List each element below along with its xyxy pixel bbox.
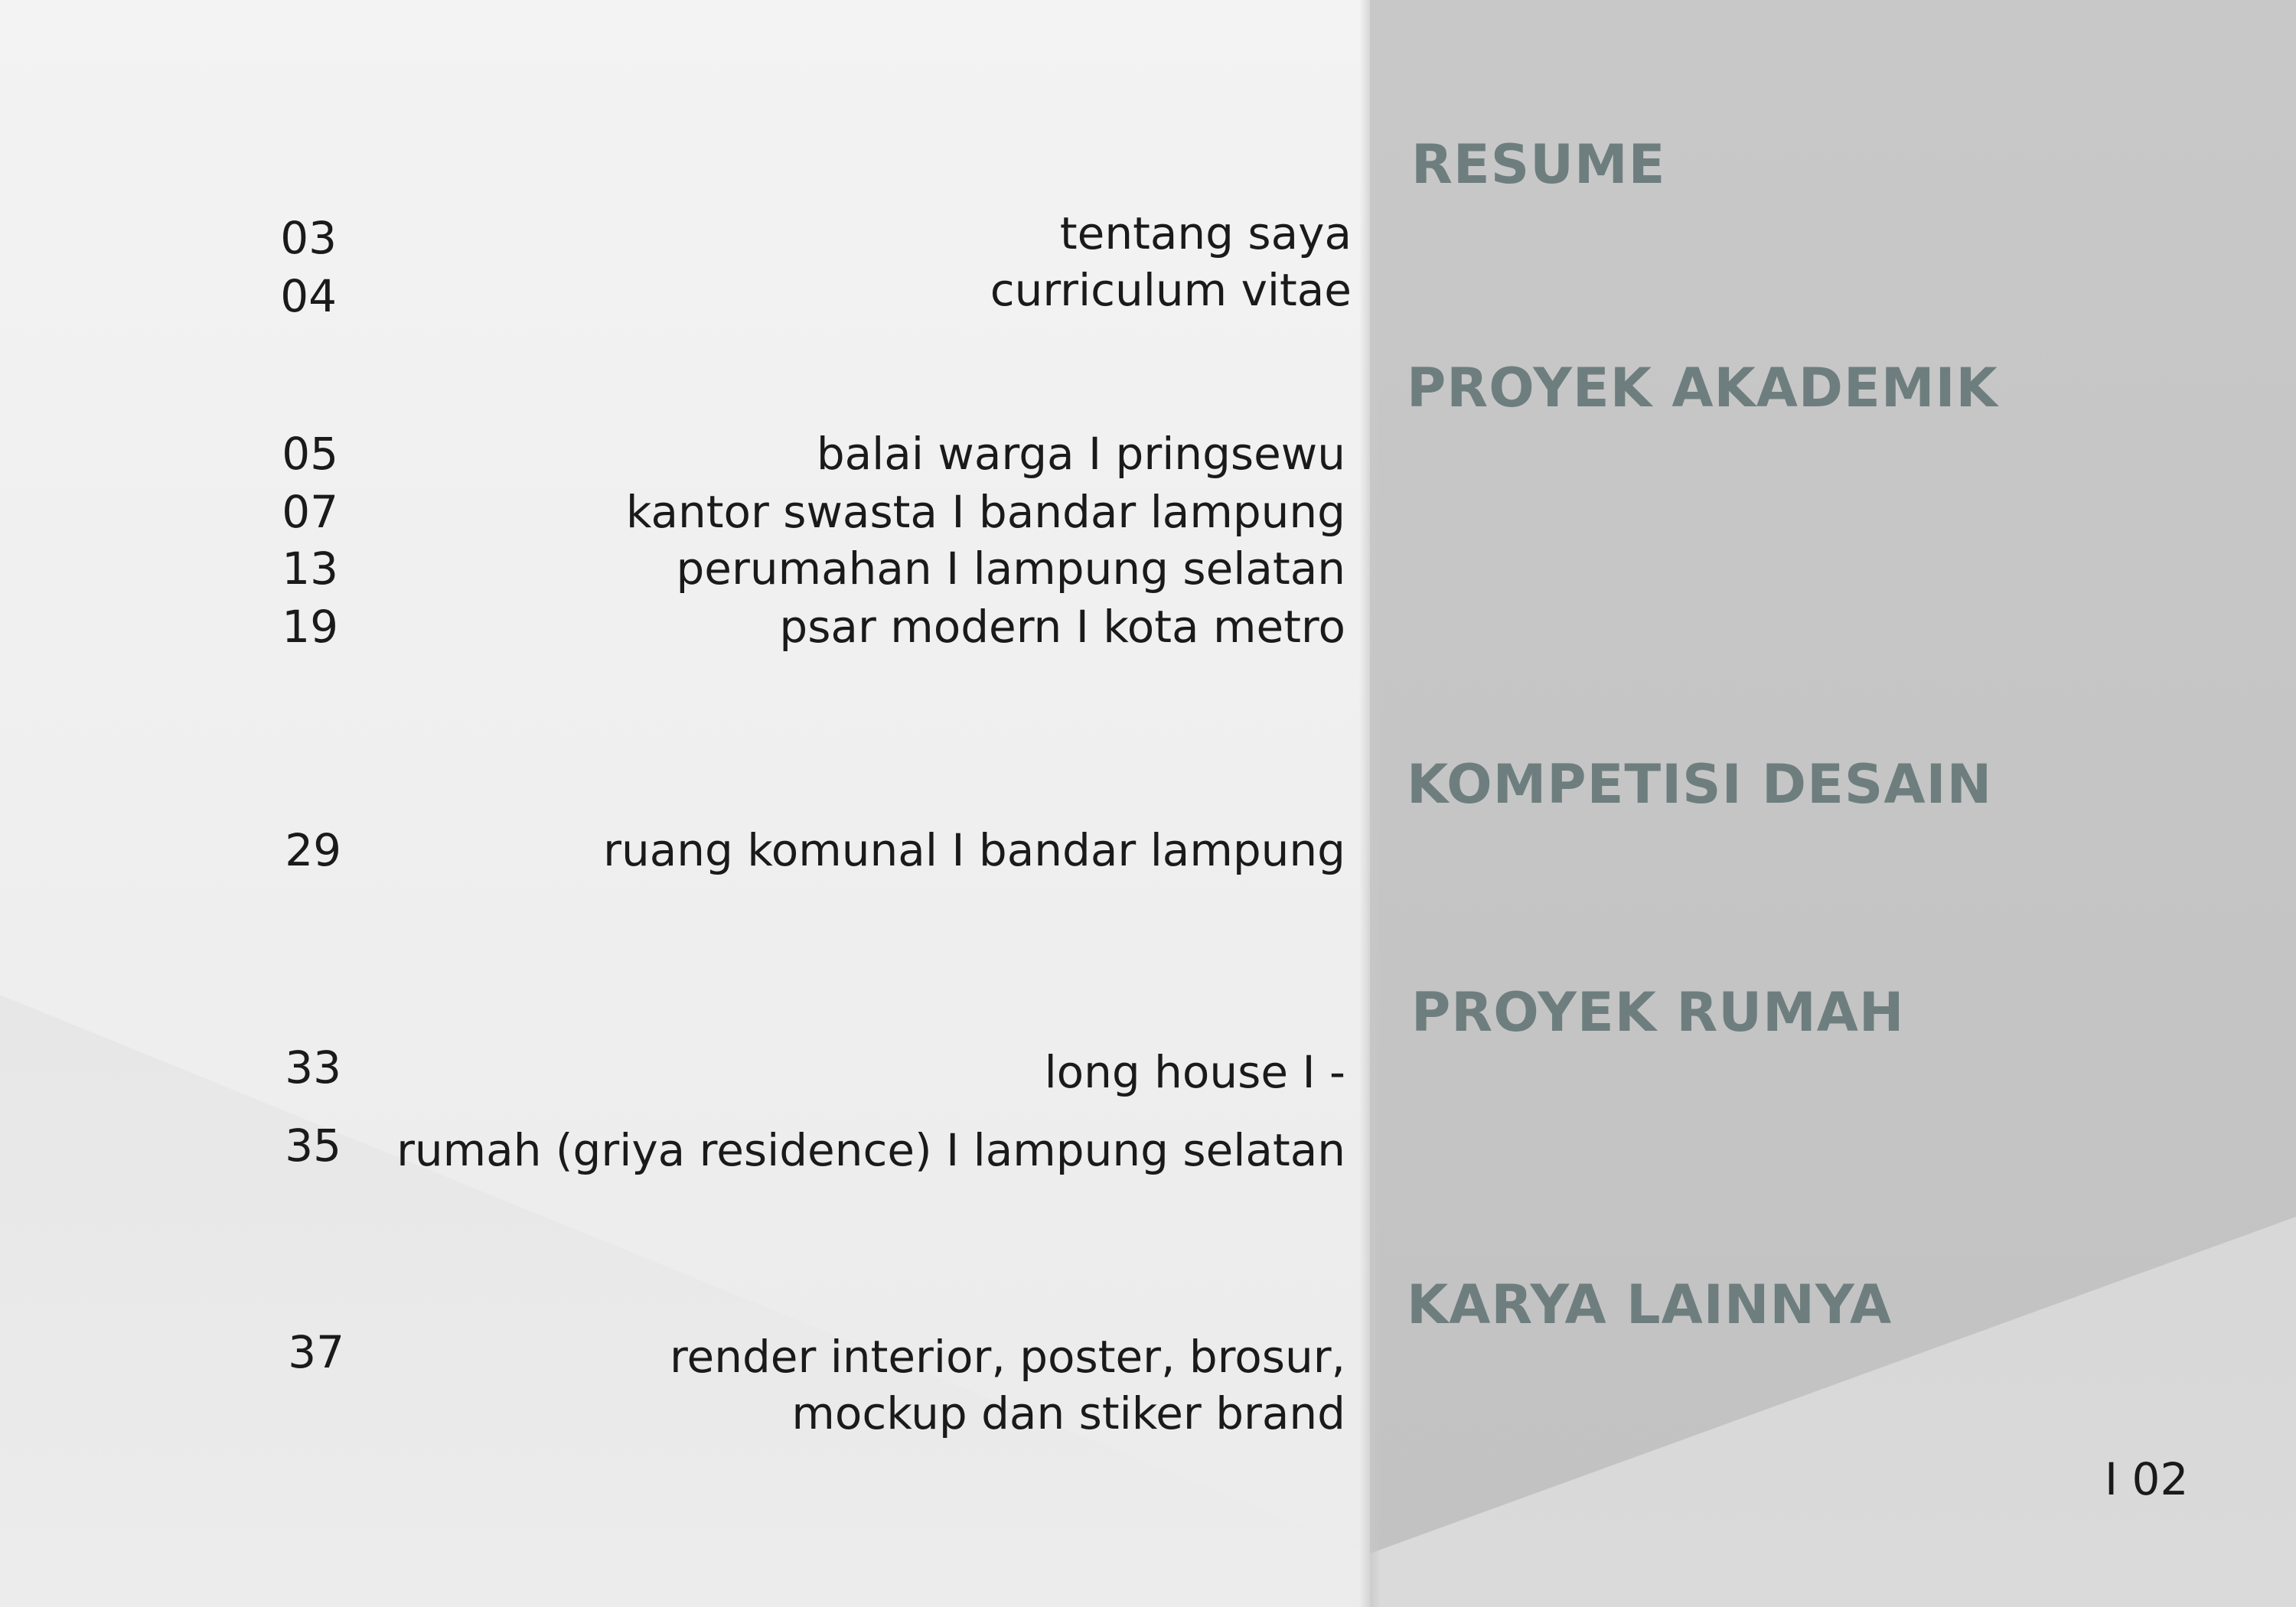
- entry-title: curriculum vitae: [990, 264, 1352, 316]
- section-heading-proyek-akademik: PROYEK AKADEMIK: [1407, 357, 1998, 419]
- entry-title: long house I -: [1044, 1046, 1345, 1098]
- entry-page-number: 35: [285, 1120, 341, 1172]
- entry-page-number: 19: [282, 601, 338, 653]
- section-heading-resume: RESUME: [1411, 133, 1666, 196]
- background-corner-edge: [1359, 0, 1381, 1607]
- entry-title: psar modern I kota metro: [779, 601, 1345, 653]
- entry-page-number: 05: [282, 428, 338, 480]
- entry-page-number: 33: [285, 1041, 341, 1094]
- entry-title: rumah (griya residence) I lampung selatan: [396, 1124, 1345, 1176]
- entry-page-number: 37: [288, 1326, 344, 1378]
- entry-page-number: 03: [280, 212, 337, 264]
- entry-title: kantor swasta I bandar lampung: [625, 486, 1345, 538]
- section-heading-proyek-rumah: PROYEK RUMAH: [1411, 981, 1905, 1044]
- entry-page-number: 29: [285, 824, 341, 876]
- page-number: I 02: [2105, 1453, 2189, 1505]
- entry-title: render interior, poster, brosur,: [669, 1331, 1345, 1383]
- entry-page-number: 04: [280, 270, 337, 322]
- entry-title: balai warga I pringsewu: [816, 428, 1345, 480]
- entry-page-number: 13: [282, 543, 338, 595]
- entry-title: perumahan I lampung selatan: [676, 543, 1345, 595]
- entry-title-continued: mockup dan stiker brand: [791, 1387, 1345, 1439]
- entry-page-number: 07: [282, 486, 338, 538]
- entry-title: tentang saya: [1059, 207, 1352, 259]
- entry-title: ruang komunal I bandar lampung: [603, 824, 1345, 876]
- section-heading-kompetisi-desain: KOMPETISI DESAIN: [1407, 753, 1993, 816]
- section-heading-karya-lainnya: KARYA LAINNYA: [1407, 1273, 1893, 1336]
